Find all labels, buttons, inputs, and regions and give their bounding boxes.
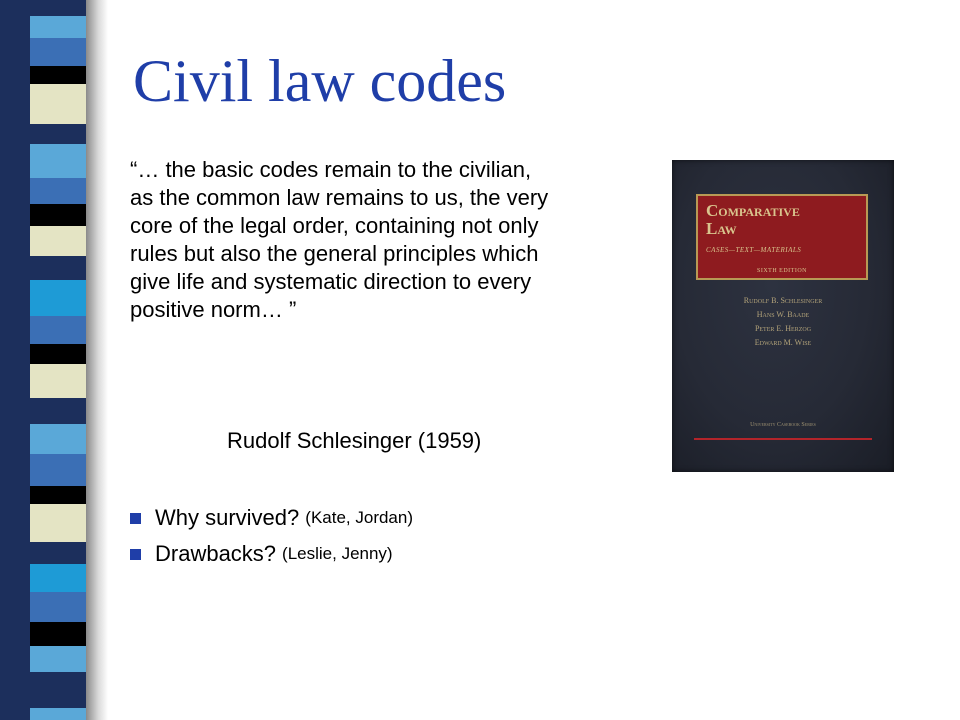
stripe-segment: [30, 0, 86, 16]
book-cover-image: [672, 160, 894, 472]
bullet-list: [130, 500, 413, 572]
bullet-text: Why survived?: [155, 505, 300, 530]
stripe-segment: [30, 622, 86, 646]
bullet-item: [130, 536, 413, 572]
bullet-text: Drawbacks?: [155, 541, 277, 566]
book-author: Hans W. Baade: [756, 310, 810, 319]
stripe-segment: [30, 504, 86, 542]
stripe-segment: [30, 204, 86, 226]
stripe-segment: [30, 646, 86, 672]
book-subtitle: CASES—TEXT—MATERIALS: [706, 246, 802, 254]
stripe-segment: [30, 144, 86, 178]
bullet-note: (Leslie, Jenny): [282, 544, 393, 563]
book-title-line2: Law: [706, 219, 737, 238]
stripe-segment: [30, 344, 86, 364]
stripe-segment: [30, 226, 86, 256]
book-author: Rudolf B. Schlesinger: [743, 296, 823, 305]
book-title: [706, 202, 858, 238]
stripe-segment: [30, 708, 86, 720]
stripe-bar-edge: [0, 0, 30, 720]
stripe-bar-shadow: [86, 0, 108, 720]
stripe-segment: [30, 256, 86, 280]
book-title-label: [696, 194, 868, 280]
quote-attribution: Rudolf Schlesinger (1959): [227, 428, 482, 453]
square-bullet-icon: [130, 513, 141, 524]
stripe-segment: [30, 66, 86, 84]
decorative-stripe-bar: [0, 0, 86, 720]
stripe-segment: [30, 16, 86, 38]
stripe-segment: [30, 542, 86, 564]
stripe-segment: [30, 316, 86, 344]
book-author: Peter E. Herzog: [754, 324, 812, 333]
book-title-line1: Comparative: [706, 201, 800, 220]
stripe-segment: [30, 564, 86, 592]
stripe-segment: [30, 178, 86, 204]
stripe-segment: [30, 38, 86, 66]
book-edition: SIXTH EDITION: [757, 268, 807, 274]
stripe-segment: [30, 672, 86, 692]
stripe-segment: [30, 364, 86, 398]
bullet-item: [130, 500, 413, 536]
slide-title: Civil law codes: [133, 48, 507, 114]
book-author: Edward M. Wise: [754, 338, 812, 347]
stripe-segment: [30, 692, 86, 708]
bullet-note: (Kate, Jordan): [305, 508, 414, 527]
book-series: University Casebook Series: [750, 422, 816, 428]
stripe-segment: [30, 398, 86, 424]
stripe-segment: [30, 280, 86, 316]
stripe-segment: [30, 454, 86, 486]
quote-text: “… the basic codes remain to the civilian, as the common law remains to us, the very core of the legal order, containing not only rules but also the general principles which give life and systematic direction to every positive norm… ”: [130, 157, 549, 322]
book-red-rule: [694, 438, 872, 440]
stripe-segment: [30, 592, 86, 622]
stripe-segment: [30, 486, 86, 504]
stripe-segment: [30, 124, 86, 144]
stripe-segment: [30, 424, 86, 454]
square-bullet-icon: [130, 549, 141, 560]
book-authors: [672, 294, 894, 350]
stripe-segment: [30, 84, 86, 124]
